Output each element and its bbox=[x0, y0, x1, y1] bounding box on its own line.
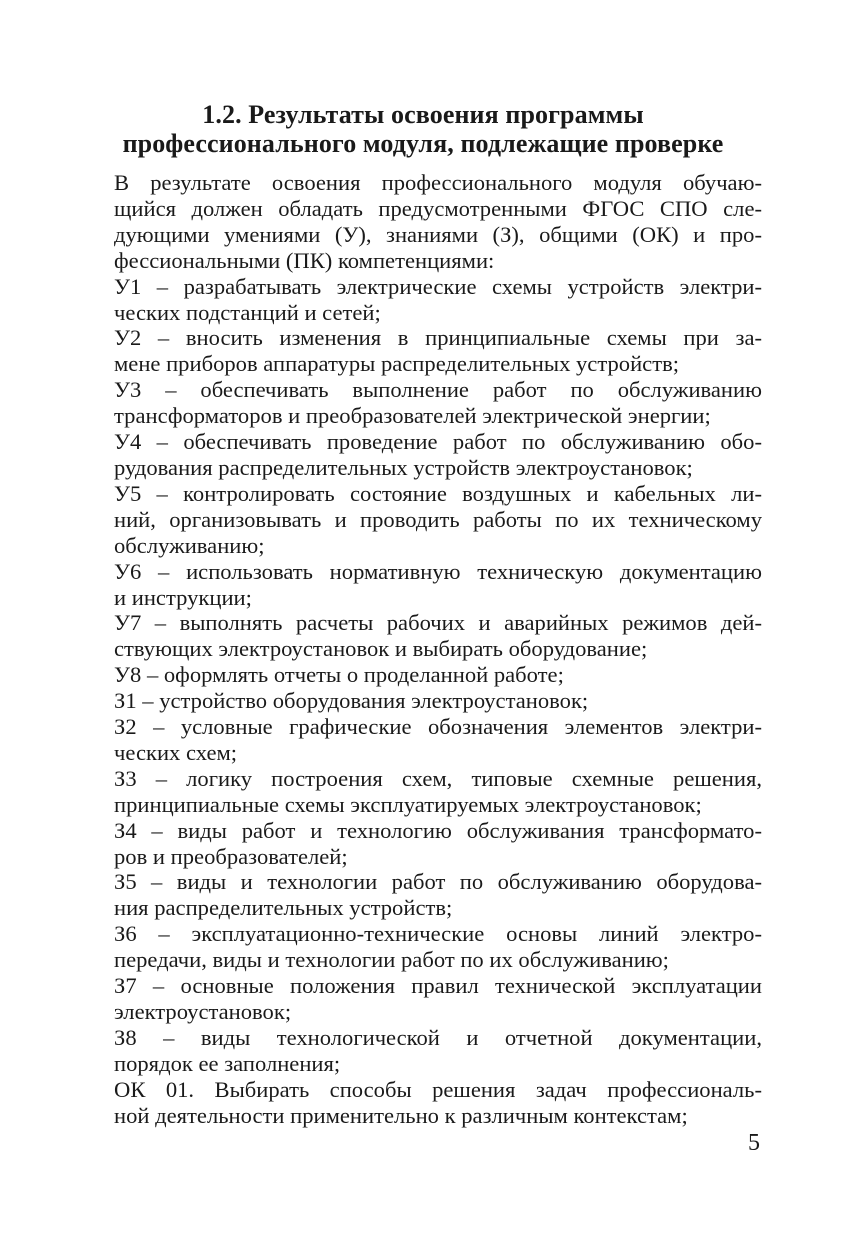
text-line: З1 – устройство оборудования электроустановок; bbox=[114, 688, 589, 714]
text-line: У8 – оформлять отчеты о проделанной работе; bbox=[114, 662, 564, 688]
intro-paragraph bbox=[84, 170, 762, 274]
competency-item bbox=[84, 325, 762, 377]
text-line: ния распределительных устройств; bbox=[114, 895, 453, 921]
competency-item bbox=[84, 869, 762, 921]
text-line: З7 – основные положения правил технической эксплуатации bbox=[114, 973, 762, 999]
text-line: принципиальные схемы эксплуатируемых электроустановок; bbox=[114, 791, 702, 817]
text-line: З4 – виды работ и технологию обслуживания трансформато- bbox=[114, 817, 762, 843]
competency-item bbox=[84, 559, 762, 611]
competency-item bbox=[84, 1025, 762, 1077]
competency-item bbox=[84, 921, 762, 973]
text-line: З3 – логику построения схем, типовые схемные решения, bbox=[114, 765, 762, 791]
text-line: ческих подстанций и сетей; bbox=[114, 299, 381, 325]
text-line: З5 – виды и технологии работ по обслуживанию оборудова- bbox=[114, 869, 762, 895]
text-line: и инструкции; bbox=[114, 584, 252, 610]
text-line: ствующих электроустановок и выбирать оборудование; bbox=[114, 636, 648, 662]
competency-item bbox=[84, 714, 762, 766]
text-line: мене приборов аппаратуры распределительных устройств; bbox=[114, 351, 680, 377]
text-line: щийся должен обладать предусмотренными ФГОС СПО сле- bbox=[114, 195, 762, 221]
page-number: 5 bbox=[748, 1130, 760, 1156]
text-line: З8 – виды технологической и отчетной документации, bbox=[114, 1024, 762, 1050]
text-line: ров и преобразователей; bbox=[114, 843, 348, 869]
competency-item bbox=[84, 662, 762, 688]
text-line: З2 – условные графические обозначения элементов электри- bbox=[114, 714, 762, 740]
text-line: ческих схем; bbox=[114, 739, 238, 765]
competency-item bbox=[84, 688, 762, 714]
competency-item bbox=[84, 377, 762, 429]
competency-item bbox=[84, 481, 762, 559]
text-line: ний, организовывать и проводить работы по их техническому bbox=[114, 506, 762, 532]
competency-item bbox=[84, 766, 762, 818]
text-line: У4 – обеспечивать проведение работ по обслуживанию обо- bbox=[114, 429, 762, 455]
page-content bbox=[84, 100, 762, 1129]
competency-item bbox=[84, 610, 762, 662]
text-line: передачи, виды и технологии работ по их обслуживанию; bbox=[114, 947, 669, 973]
competency-item bbox=[84, 1077, 762, 1129]
text-line: ной деятельности применительно к различным контекстам; bbox=[114, 1102, 688, 1128]
text-line: З6 – эксплуатационно-технические основы линий электро- bbox=[114, 921, 762, 947]
text-line: обслуживанию; bbox=[114, 532, 265, 558]
text-line: фессиональными (ПК) компетенциями: bbox=[114, 247, 495, 273]
text-line: В результате освоения профессионального модуля обучаю- bbox=[114, 170, 762, 195]
heading-line-1: 1.2. Результаты освоения программы bbox=[202, 100, 644, 129]
text-line: электроустановок; bbox=[114, 999, 292, 1024]
text-line: ОК 01. Выбирать способы решения задач профессиональ- bbox=[114, 1076, 762, 1102]
section-heading bbox=[84, 100, 762, 158]
text-line: У7 – выполнять расчеты рабочих и аварийных режимов дей- bbox=[114, 610, 762, 636]
text-line: порядок ее заполнения; bbox=[114, 1050, 341, 1076]
heading-line-2: профессионального модуля, подлежащие проверке bbox=[122, 129, 724, 158]
text-line: трансформаторов и преобразователей электрической энергии; bbox=[114, 403, 711, 429]
competency-item bbox=[84, 818, 762, 870]
text-line: У2 – вносить изменения в принципиальные схемы при за- bbox=[114, 325, 762, 351]
text-line: У5 – контролировать состояние воздушных и кабельных ли- bbox=[114, 480, 762, 506]
body-text bbox=[84, 170, 762, 1129]
competency-item bbox=[84, 973, 762, 1025]
text-line: У6 – использовать нормативную техническую документацию bbox=[114, 558, 762, 584]
competency-item bbox=[84, 274, 762, 326]
text-line: У1 – разрабатывать электрические схемы устройств электри- bbox=[114, 273, 762, 299]
text-line: У3 – обеспечивать выполнение работ по обслуживанию bbox=[114, 377, 762, 403]
competency-item bbox=[84, 429, 762, 481]
text-line: дующими умениями (У), знаниями (З), общими (ОК) и про- bbox=[114, 221, 762, 247]
text-line: рудования распределительных устройств электроустановок; bbox=[114, 454, 693, 480]
